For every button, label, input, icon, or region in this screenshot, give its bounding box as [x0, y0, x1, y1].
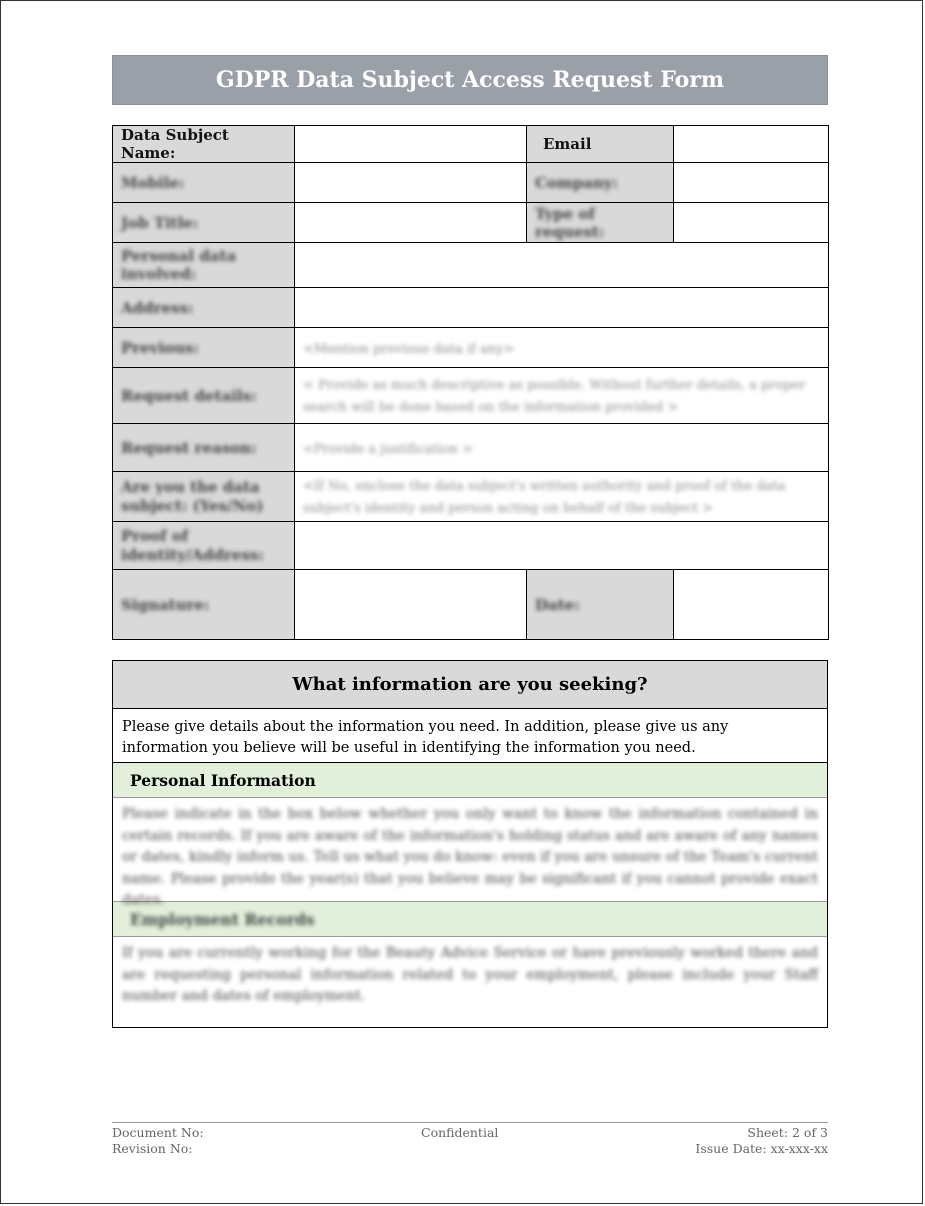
address-field[interactable]: [295, 288, 829, 328]
proof-of-identity-field[interactable]: [295, 522, 829, 570]
form-row: [113, 368, 829, 424]
employment-records-text: If you are currently working for the Beauty Advice Service or have previously worked there and are requesting personal information related to your employment, please include your Staff number and dates of employment.: [122, 945, 818, 1004]
form-row: [113, 472, 829, 522]
personal-information-text: Please indicate in the box below whether you only want to know the information contained in certain records. If you are aware of the information's holding status and are aware of any names or dates, kindly inform us. Tell us what you do know: even if you are unsure of the Team's current name. Please provide the year(s) that you believe may be significant if you cannot provide exact dates.: [122, 806, 818, 908]
confidential-label: Confidential: [421, 1125, 499, 1140]
form-row: [113, 570, 829, 640]
type-of-request-field[interactable]: [674, 203, 829, 243]
info-heading: What information are you seeking?: [113, 661, 827, 709]
mobile-label: Mobile:: [121, 173, 185, 192]
email-label: Email: [527, 126, 674, 163]
form-row: [113, 126, 829, 163]
form-row: [113, 288, 829, 328]
info-intro: Please give details about the information you need. In addition, please give us any information you believe will be useful in identifying the information you need.: [113, 709, 827, 763]
form-row: [113, 522, 829, 570]
previous-label: Previous:: [121, 338, 200, 357]
request-form-table: [112, 125, 829, 640]
proof-of-identity-label: Proof of identity/Address:: [121, 526, 264, 564]
request-reason-field[interactable]: <Provide a justification >: [303, 441, 473, 457]
form-row: [113, 163, 829, 203]
job-title-label: Job Title:: [121, 213, 199, 232]
employment-records-heading: Employment Records: [130, 909, 315, 929]
request-details-label: Request details:: [121, 386, 257, 405]
data-subject-name-label: Data Subject Name:: [113, 126, 295, 163]
data-subject-name-field[interactable]: [295, 126, 527, 163]
date-field[interactable]: [674, 570, 829, 640]
information-sought-box: [112, 660, 828, 1028]
date-label: Date:: [535, 595, 580, 614]
revision-no: Revision No:: [112, 1141, 193, 1156]
address-label: Address:: [121, 298, 194, 317]
request-reason-label: Request reason:: [121, 438, 257, 457]
are-you-data-subject-label: Are you the data subject: (Yes/No): [121, 477, 264, 515]
company-field[interactable]: [674, 163, 829, 203]
issue-date: Issue Date: xx-xxx-xx: [695, 1141, 828, 1156]
email-field[interactable]: [674, 126, 829, 163]
personal-information-heading: Personal Information: [113, 763, 827, 798]
document-no: Document No:: [112, 1125, 204, 1140]
previous-field[interactable]: <Mention previous data if any>: [303, 341, 515, 357]
signature-label: Signature:: [121, 595, 210, 614]
form-row: [113, 243, 829, 288]
personal-data-involved-field[interactable]: [295, 243, 829, 288]
form-row: [113, 424, 829, 472]
page-footer: [112, 1122, 828, 1156]
personal-data-involved-label: Personal data involved:: [121, 247, 237, 283]
signature-field[interactable]: [295, 570, 527, 640]
company-label: Company:: [535, 173, 619, 192]
are-you-data-subject-field[interactable]: <If No, enclose the data subject's written authority and proof of the data subject's identity and person acting on behalf of the subject >: [303, 478, 786, 516]
type-of-request-label: Type of request:: [535, 204, 605, 241]
request-details-field[interactable]: < Provide as much descriptive as possible. Without further details, a proper search will be done based on the information provided >: [303, 377, 806, 415]
form-title: GDPR Data Subject Access Request Form: [112, 55, 828, 105]
sheet-number: Sheet: 2 of 3: [747, 1125, 828, 1140]
form-row: [113, 203, 829, 243]
job-title-field[interactable]: [295, 203, 527, 243]
mobile-field[interactable]: [295, 163, 527, 203]
form-row: [113, 328, 829, 368]
